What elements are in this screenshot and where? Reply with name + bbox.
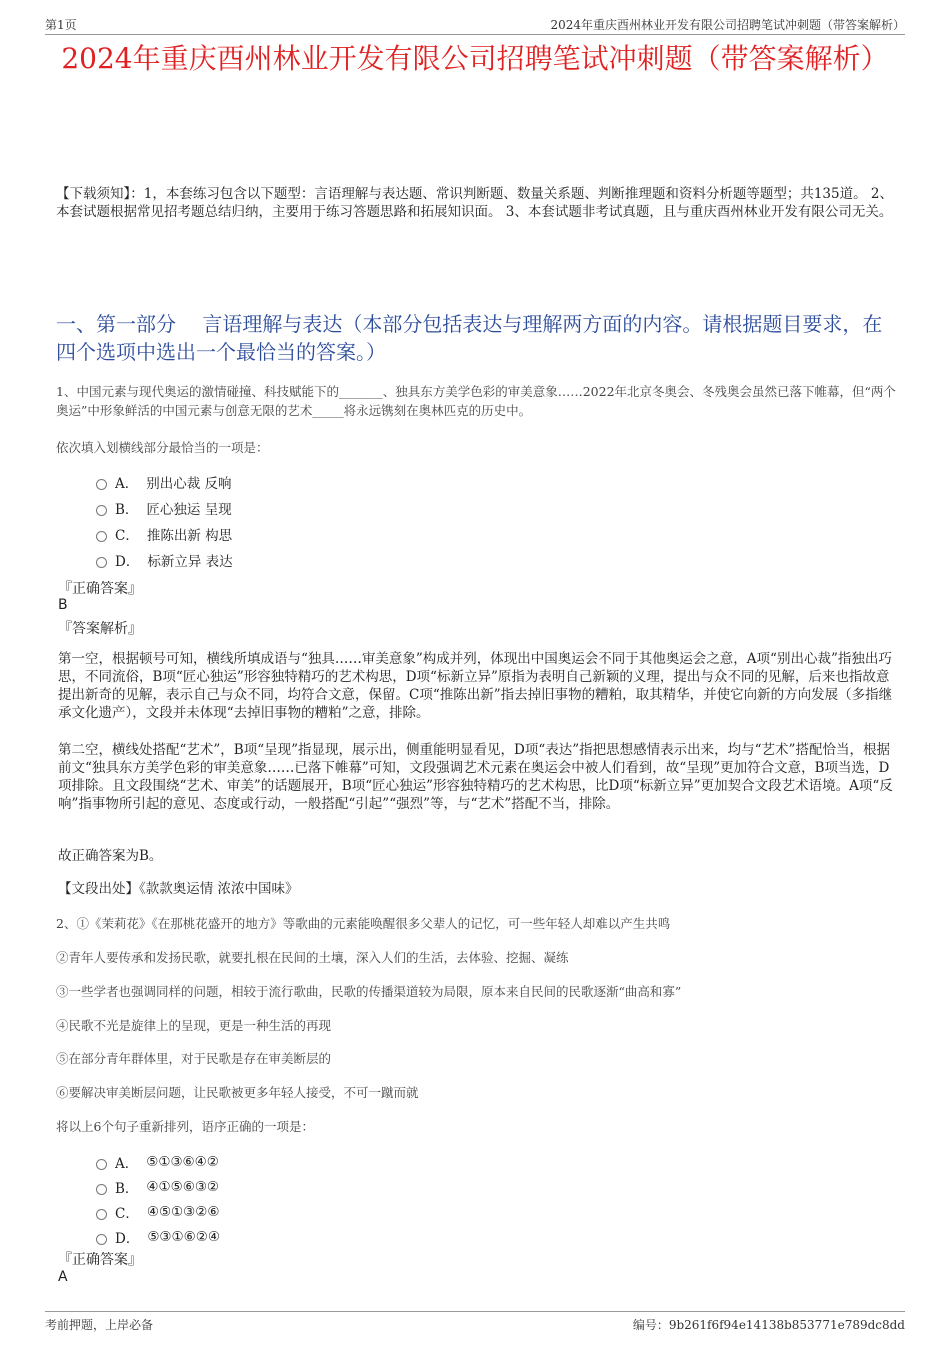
- q1-option-b[interactable]: [96, 498, 232, 518]
- q2-line: ⑤在部分青年群体里，对于民歌是存在审美断层的: [56, 1051, 332, 1066]
- radio-icon[interactable]: [96, 1209, 107, 1220]
- q2-line: ④民歌不光是旋律上的呈现，更是一种生活的再现: [56, 1018, 332, 1033]
- footer-serial: 编号：9b261f6f94e14138b853771e789dc8dd: [632, 1318, 905, 1332]
- q2-answer: A: [58, 1269, 68, 1285]
- q2-option-c[interactable]: [96, 1202, 219, 1222]
- q1-ask: 依次填入划横线部分最恰当的一项是：: [56, 440, 269, 455]
- option-text: ④⑤①③②⑥: [146, 1204, 220, 1220]
- document-title: 2024年重庆酉州林业开发有限公司招聘笔试冲刺题（带答案解析）: [61, 42, 889, 75]
- option-key: C．: [115, 1206, 139, 1222]
- option-text: 推陈出新 构思: [146, 528, 233, 544]
- q1-option-c[interactable]: [96, 524, 232, 544]
- option-text: 标新立异 表达: [147, 554, 233, 570]
- option-text: 别出心裁 反响: [146, 476, 232, 492]
- q1-answer: B: [58, 597, 68, 613]
- q1-analysis-paragraph: 第二空，横线处搭配“艺术”，B项“呈现”指显现，展示出，侧重能明显看见，D项“表达”指把思想感情表示出来，均与“艺术”搭配恰当，根据前文“独具东方美学色彩的审美意象……已落下帷幕”可知，文段强调艺术元素在奥运会中被人们看到，故“呈现”更加符合文意，B项当选，D项排除。且文段围绕“艺术、审美”的话题展开，B项“匠心独运”形容独特精巧的艺术构思，比D项“标新立异”更加契合文段艺术语境。A项“反响”指事物所引起的意见、态度或行动，一般搭配“引起”“强烈”等，与“艺术”搭配不当，排除。: [58, 742, 893, 812]
- q2-line: 2、①《茉莉花》《在那桃花盛开的地方》等歌曲的元素能唤醒很多父辈人的记忆，可一些年轻人却难以产生共鸣: [56, 916, 671, 931]
- q1-stem: 1、中国元素与现代奥运的激情碰撞、科技赋能下的_______、独具东方美学色彩的审美意象……2022年北京冬奥会、冬残奥会虽然已落下帷幕，但“两个奥运”中形象鲜活的中国元素与创意无限的艺术_____将永远镌刻在奥林匹克的历史中。: [56, 384, 896, 418]
- q2-line: ③一些学者也强调同样的问题，相较于流行歌曲，民歌的传播渠道较为局限，原本来自民间的民歌逐渐“曲高和寡”: [56, 984, 682, 999]
- option-key: A．: [115, 476, 139, 492]
- q1-conclusion: 故正确答案为B。: [58, 848, 163, 864]
- option-key: D．: [115, 1231, 140, 1247]
- q2-line: ⑥要解决审美断层问题，让民歌被更多年轻人接受，不可一蹴而就: [56, 1085, 419, 1100]
- option-text: ⑤③①⑥②④: [147, 1229, 220, 1245]
- option-key: A．: [115, 1156, 139, 1172]
- q2-line: ②青年人要传承和发扬民歌，就要扎根在民间的土壤，深入人们的生活，去体验、挖掘、凝练: [56, 950, 569, 965]
- option-text: ④①⑤⑥③②: [146, 1179, 220, 1195]
- page-number: 第1页: [45, 18, 77, 32]
- radio-icon[interactable]: [96, 531, 107, 542]
- q1-option-a[interactable]: [96, 472, 232, 492]
- q1-source: 【文段出处】《款款奥运情 浓浓中国味》: [58, 881, 299, 897]
- header-doc-title: 2024年重庆酉州林业开发有限公司招聘笔试冲刺题（带答案解析）: [550, 18, 905, 32]
- q2-option-b[interactable]: [96, 1177, 219, 1197]
- q1-option-d[interactable]: [96, 550, 233, 570]
- footer-slogan: 考前押题，上岸必备: [45, 1318, 154, 1332]
- q1-answer-label: 『正确答案』: [58, 581, 142, 597]
- q2-option-a[interactable]: [96, 1152, 219, 1172]
- section-heading: 一、第一部分 言语理解与表达（本部分包括表达与理解两方面的内容。请根据题目要求，在四个选项中选出一个最恰当的答案。）: [56, 312, 883, 364]
- radio-icon[interactable]: [96, 479, 107, 490]
- option-key: D．: [115, 554, 140, 570]
- page-header: [45, 14, 905, 35]
- q1-analysis-label: 『答案解析』: [58, 621, 142, 637]
- option-key: B．: [115, 502, 139, 518]
- option-key: B．: [115, 1181, 139, 1197]
- radio-icon[interactable]: [96, 505, 107, 516]
- q2-answer-label: 『正确答案』: [58, 1252, 142, 1268]
- download-notice: 【下载须知】：1，本套练习包含以下题型：言语理解与表达题、常识判断题、数量关系题、判断推理题和资料分析题等题型；共135道。 2、本套试题根据常见招考题总结归纳，主要用于练习答题思路和拓展知识面。 3、本套试题非考试真题，且与重庆酉州林业开发有限公司无关。: [56, 186, 893, 220]
- radio-icon[interactable]: [96, 1159, 107, 1170]
- q1-analysis-paragraph: 第一空，根据顿号可知，横线所填成语与“独具……审美意象”构成并列，体现出中国奥运会不同于其他奥运会之意，A项“别出心裁”指独出巧思，不同流俗，B项“匠心独运”形容独特精巧的艺术构思，D项“标新立异”原指为表明自己新颖的义理，提出与众不同的见解，后来也指故意提出新奇的见解，表示自己与众不同，均符合文意，保留。C项“推陈出新”指去掉旧事物的糟粕，取其精华，并使它向新的方向发展（多指继承文化遗产），文段并未体现“去掉旧事物的糟粕”之意，排除。: [58, 651, 893, 721]
- radio-icon[interactable]: [96, 1234, 107, 1245]
- radio-icon[interactable]: [96, 1184, 107, 1195]
- page-footer: [45, 1311, 905, 1336]
- option-text: 匠心独运 呈现: [146, 502, 232, 518]
- option-text: ⑤①③⑥④②: [146, 1154, 219, 1170]
- q2-ask: 将以上6个句子重新排列，语序正确的一项是：: [56, 1119, 314, 1134]
- radio-icon[interactable]: [96, 557, 107, 568]
- q2-option-d[interactable]: [96, 1227, 220, 1247]
- option-key: C．: [115, 528, 139, 544]
